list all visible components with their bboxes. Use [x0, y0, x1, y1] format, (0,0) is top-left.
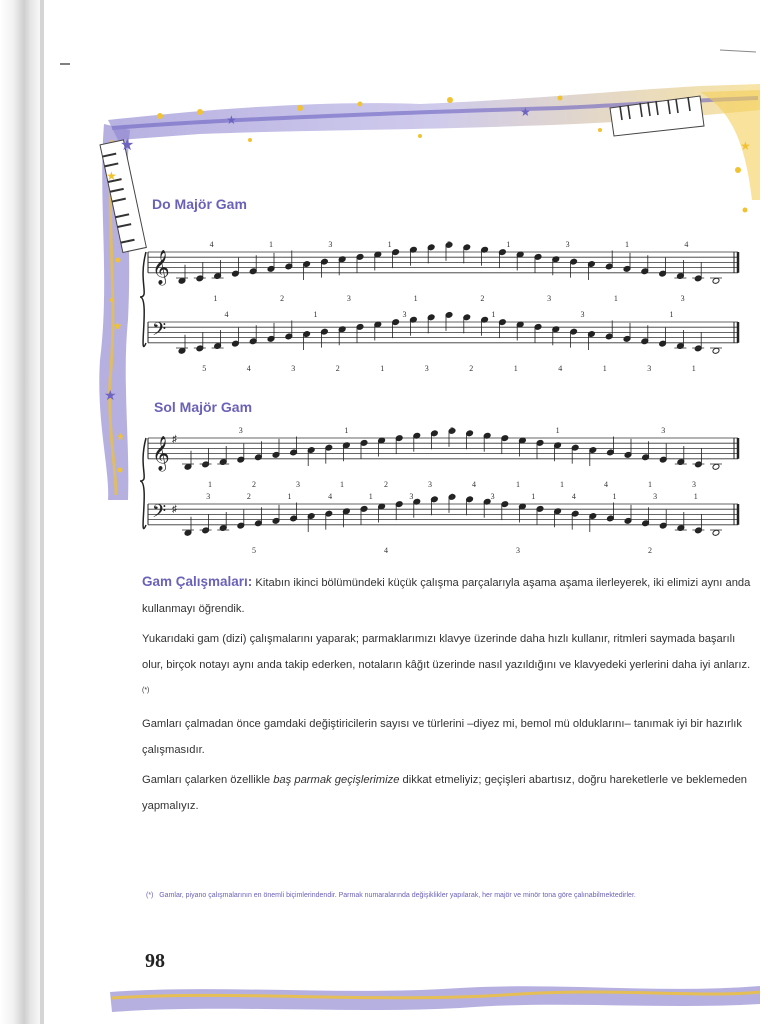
body-text — [142, 569, 752, 823]
fingering-number: 3 — [402, 310, 407, 319]
note — [712, 347, 720, 354]
fingering-number: 1 — [669, 310, 674, 319]
fingering-number: 1 — [287, 492, 292, 501]
fingering-number: 1 — [344, 426, 349, 435]
fingering-number: 5 — [252, 545, 256, 554]
fingering-number: 4 — [684, 240, 689, 249]
fingering-number: 3 — [580, 310, 585, 319]
fingering-number: 3 — [661, 426, 666, 435]
fingering-number: 3 — [680, 293, 685, 303]
fingering-number: 5 — [447, 240, 451, 249]
fingering-number: 3 — [565, 240, 570, 249]
paragraph-1-text: Kitabın ikinci bölümündeki küçük çalışma parçalarıyla aşama aşama ilerleyerek, iki elimizi aynı anda kullanmayı öğrendik. — [142, 577, 751, 615]
svg-text:★: ★ — [520, 105, 531, 119]
fingering-number: 3 — [206, 492, 211, 501]
sol-major-staff — [138, 418, 750, 554]
fingering-number: 1 — [516, 479, 520, 489]
fingering-number: 4 — [209, 240, 214, 249]
fingering-number: 2 — [246, 492, 251, 501]
fingering-number: 3 — [409, 492, 414, 501]
bottom-watercolor-band — [110, 986, 760, 1012]
fingering-number: 4 — [384, 545, 388, 554]
sharp-icon: ♯ — [172, 504, 177, 515]
svg-text:★: ★ — [104, 387, 117, 403]
paragraph-4-text-b: dikkat etmeliyiz; geçişleri abartısız, doğru hareketlerle ve beklemeden yapmalıyız. — [142, 773, 748, 812]
svg-text:★: ★ — [112, 319, 123, 333]
fingering-number: 2 — [335, 363, 340, 373]
fingering-number: 2 — [384, 479, 388, 489]
fingering-number: 3 — [516, 545, 520, 554]
paragraph-3 — [142, 711, 752, 763]
paragraph-4-emphasis: baş parmak geçişlerimize — [273, 773, 400, 786]
fingering-number: 3 — [238, 426, 243, 435]
svg-text:★: ★ — [106, 169, 117, 183]
fingering-number: 1 — [602, 363, 607, 373]
fingering-number: 3 — [547, 293, 552, 303]
paragraph-2-text: Yukarıdaki gam (dizi) çalışmalarını yaparak; parmaklarımızı klavye üzerinde daha hızlı kullanır, ritmleri saymada başarılı olur, birçok notayı aynı anda takip ederken, notaların kâğıt üzerinde nasıl yazıldığını ve klavyedeki yerlerini daha iyi anlarız. — [142, 633, 751, 671]
paragraph-4-text-a: Gamları çalarken özellikle — [142, 773, 274, 786]
footnote-reference: (*) — [142, 687, 150, 694]
fingering-number: 5 — [450, 426, 454, 435]
fingering-number: 3 — [653, 492, 658, 501]
fingering-number: 4 — [604, 479, 608, 489]
fingering-number: 1 — [340, 479, 344, 489]
svg-text:★: ★ — [116, 432, 125, 443]
note — [712, 529, 720, 536]
fingering-number: 2 — [280, 293, 285, 303]
fingering-number: 1 — [387, 240, 392, 249]
fingering-number: 2 — [469, 363, 474, 373]
fingering-number: 1 — [531, 492, 536, 501]
page-number: 98 — [145, 950, 165, 972]
fingering-number: 1 — [555, 426, 560, 435]
svg-text:★: ★ — [226, 113, 237, 127]
bass-clef-icon: 𝄢 — [152, 501, 167, 527]
fingering-number: 3 — [490, 492, 495, 501]
brace — [140, 438, 146, 529]
fingering-number: 2 — [252, 479, 256, 489]
footnote — [146, 888, 746, 904]
paragraph-4 — [142, 767, 752, 819]
fingering-number: 1 — [513, 363, 518, 373]
fingering-number: 3 — [291, 363, 296, 373]
footnote-mark: (*) — [146, 892, 154, 899]
fingering-number: 1 — [313, 310, 318, 319]
gam-calismalari-lead: Gam Çalışmaları: — [142, 574, 253, 589]
brace — [140, 252, 146, 346]
fingering-number: 4 — [558, 363, 563, 373]
fingering-number: 4 — [328, 492, 333, 501]
fingering-number: 1 — [613, 293, 618, 303]
treble-clef-icon: 𝄞 — [152, 435, 170, 471]
fingering-number: 3 — [428, 479, 432, 489]
paragraph-1 — [142, 569, 752, 622]
treble-clef-icon: 𝄞 — [152, 249, 170, 285]
fingering-number: 3 — [296, 479, 300, 489]
paragraph-3-text: Gamları çalmadan önce gamdaki değiştiricilerin sayısı ve türlerini –diyez mi, bemol mü olduklarını– tanımak iyi bir hazırlık çalışmasıdır. — [142, 717, 743, 756]
fingering-number: 1 — [380, 363, 385, 373]
fingering-number: 1 — [693, 492, 698, 501]
fingering-number: 3 — [424, 363, 429, 373]
fingering-number: 3 — [692, 479, 696, 489]
fingering-number: 1 — [648, 479, 652, 489]
fingering-number: 1 — [213, 293, 218, 303]
fingering-number: 3 — [346, 293, 351, 303]
bass-clef-icon: 𝄢 — [152, 319, 167, 345]
note — [712, 277, 720, 284]
fingering-number: 1 — [625, 240, 629, 249]
fingering-number: 1 — [612, 492, 617, 501]
fingering-number: 1 — [691, 363, 696, 373]
fingering-number: 1 — [368, 492, 373, 501]
fingering-number: 3 — [647, 363, 652, 373]
fingering-number: 1 — [450, 492, 454, 501]
sharp-icon: ♯ — [172, 434, 177, 445]
fingering-number: 4 — [224, 310, 229, 319]
sol-major-heading: Sol Majör Gam — [154, 399, 253, 415]
svg-text:★: ★ — [120, 137, 135, 154]
svg-text:★: ★ — [740, 139, 751, 153]
fingering-number: 5 — [202, 363, 207, 373]
footnote-text: Gamlar, piyano çalışmalarının en önemli biçimlerindendir. Parmak numaralarında değişiklikler yapılarak, her majör ve minör tona göre çalınabilmektedirler. — [159, 892, 636, 899]
fingering-number: 4 — [571, 492, 576, 501]
fingering-number: 4 — [246, 363, 251, 373]
fingering-number: 1 — [491, 310, 496, 319]
fingering-number: 1 — [413, 293, 418, 303]
do-major-heading: Do Majör Gam — [152, 196, 247, 212]
fingering-number: 1 — [506, 240, 511, 249]
fingering-number: 1 — [269, 240, 273, 249]
note — [712, 463, 720, 470]
fingering-number: 3 — [328, 240, 333, 249]
fingering-number: 1 — [560, 479, 564, 489]
fingering-number: 2 — [480, 293, 485, 303]
fingering-number: 2 — [648, 545, 652, 554]
do-major-staff — [138, 222, 750, 384]
paragraph-2 — [142, 626, 752, 707]
fingering-number: 4 — [472, 479, 476, 489]
fingering-number: 1 — [208, 479, 212, 489]
